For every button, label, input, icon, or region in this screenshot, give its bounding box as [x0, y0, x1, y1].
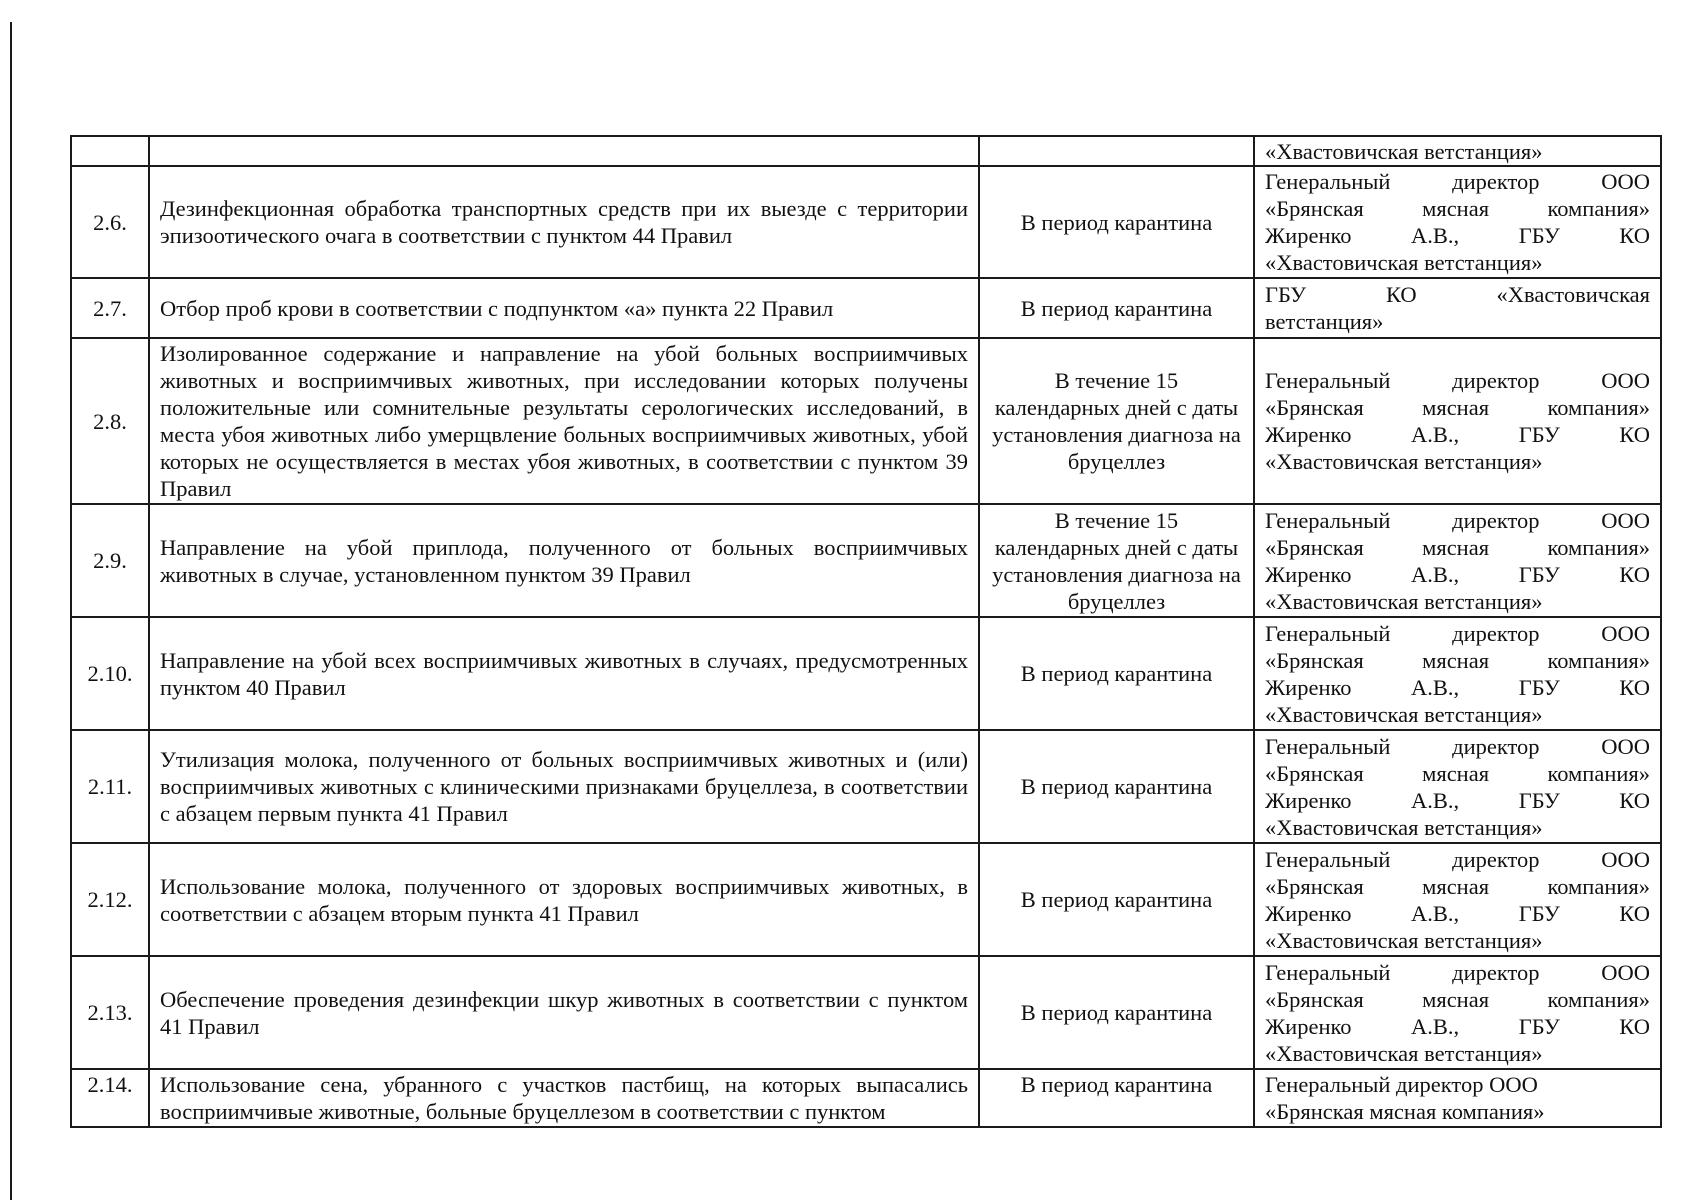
table-row [71, 617, 1661, 730]
responsible-line: Жиренко А.В., ГБУ КО [1265, 900, 1650, 926]
measure-term: В период карантина [979, 166, 1254, 278]
continuation-num-cell [71, 136, 149, 166]
responsible-line: ветстанция» [1265, 309, 1384, 334]
continuation-responsible-text: «Хвастовичская ветстанция» [1265, 139, 1543, 164]
responsible-line: Жиренко А.В., ГБУ КО [1265, 674, 1650, 700]
responsible-line: «Хвастовичская ветстанция» [1265, 1040, 1543, 1066]
table-row [71, 338, 1661, 504]
measure-responsible [1254, 956, 1661, 1069]
measure-term: В период карантина [979, 956, 1254, 1069]
responsible-line: «Хвастовичская ветстанция» [1265, 814, 1543, 840]
measure-term: В период карантина [979, 730, 1254, 843]
continuation-responsible-cell [1254, 136, 1661, 166]
responsible-line: Жиренко А.В., ГБУ КО [1265, 223, 1650, 248]
responsible-line: Жиренко А.В., ГБУ КО [1265, 561, 1650, 587]
responsible-line: «Брянская мясная компания» [1265, 986, 1650, 1012]
measure-responsible [1254, 843, 1661, 956]
row-number: 2.12. [71, 843, 149, 956]
responsible-line: «Брянская мясная компания» [1265, 1099, 1545, 1124]
measure-description: Направление на убой приплода, полученного от больных восприимчивых животных в случае, установленном пунктом 39 Правил [149, 504, 979, 617]
table-row [71, 504, 1661, 617]
row-number: 2.8. [71, 338, 149, 504]
continuation-term-cell [979, 136, 1254, 166]
responsible-line: Генеральный директор ООО [1265, 959, 1650, 985]
row-number: 2.14. [71, 1069, 149, 1127]
responsible-line: Жиренко А.В., ГБУ КО [1265, 1013, 1650, 1039]
row-number: 2.10. [71, 617, 149, 730]
measure-term: В период карантина [979, 278, 1254, 338]
measure-description: Изолированное содержание и направление на убой больных восприимчивых животных и восприимчивых животных, при исследовании которых получены положительные или сомнительные результаты серологических исследований, в места убоя животных либо умерщвление больных восприимчивых животных, убой которых не осуществляется в местах убоя животных, в соответствии с пунктом 39 Правил [149, 338, 979, 504]
measure-term: В период карантина [979, 617, 1254, 730]
measure-description: Дезинфекционная обработка транспортных средств при их выезде с территории эпизоотического очага в соответствии с пунктом 44 Правил [149, 166, 979, 278]
responsible-line: Генеральный директор ООО [1265, 846, 1650, 872]
table-row [71, 730, 1661, 843]
measures-table [70, 135, 1662, 1128]
responsible-line: «Брянская мясная компания» [1265, 534, 1650, 560]
measure-description: Использование сена, убранного с участков пастбищ, на которых выпасались восприимчивые животные, больные бруцеллезом в соответствии с пунктом [149, 1069, 979, 1127]
row-number: 2.13. [71, 956, 149, 1069]
measure-responsible [1254, 278, 1661, 338]
table-row [71, 956, 1661, 1069]
responsible-line: «Брянская мясная компания» [1265, 395, 1650, 420]
responsible-line: «Хвастовичская ветстанция» [1265, 701, 1543, 727]
row-number: 2.11. [71, 730, 149, 843]
measure-description: Направление на убой всех восприимчивых животных в случаях, предусмотренных пунктом 40 Правил [149, 617, 979, 730]
responsible-line: Генеральный директор ООО [1265, 368, 1650, 393]
table-row [71, 843, 1661, 956]
continuation-desc-cell [149, 136, 979, 166]
measure-description: Обеспечение проведения дезинфекции шкур животных в соответствии с пунктом 41 Правил [149, 956, 979, 1069]
measure-term: В период карантина [979, 1069, 1254, 1127]
page-margin-rule [10, 22, 12, 1200]
responsible-line: «Брянская мясная компания» [1265, 647, 1650, 673]
responsible-line: Генеральный директор ООО [1265, 507, 1650, 533]
responsible-line: ГБУ КО «Хвастовичская [1265, 282, 1650, 307]
measure-responsible [1254, 338, 1661, 504]
responsible-line: «Брянская мясная компания» [1265, 873, 1650, 899]
measure-term: В течение 15 календарных дней с даты установления диагноза на бруцеллез [979, 338, 1254, 504]
row-number: 2.6. [71, 166, 149, 278]
responsible-line: «Хвастовичская ветстанция» [1265, 250, 1543, 275]
table-row [71, 1069, 1661, 1127]
table-row [71, 166, 1661, 278]
responsible-line: «Брянская мясная компания» [1265, 760, 1650, 786]
measure-term: В период карантина [979, 843, 1254, 956]
responsible-line: «Хвастовичская ветстанция» [1265, 449, 1543, 474]
measure-responsible [1254, 504, 1661, 617]
responsible-line: Генеральный директор ООО [1265, 1072, 1538, 1097]
measure-responsible [1254, 617, 1661, 730]
measure-responsible [1254, 1069, 1661, 1127]
measure-term: В течение 15 календарных дней с даты установления диагноза на бруцеллез [979, 504, 1254, 617]
continuation-row [71, 136, 1661, 166]
responsible-line: «Брянская мясная компания» [1265, 196, 1650, 221]
measure-description: Отбор проб крови в соответствии с подпунктом «а» пункта 22 Правил [149, 278, 979, 338]
row-number: 2.9. [71, 504, 149, 617]
responsible-line: «Хвастовичская ветстанция» [1265, 927, 1543, 953]
table-row [71, 278, 1661, 338]
measure-description: Использование молока, полученного от здоровых восприимчивых животных, в соответствии с абзацем вторым пункта 41 Правил [149, 843, 979, 956]
responsible-line: «Хвастовичская ветстанция» [1265, 588, 1543, 614]
responsible-line: Генеральный директор ООО [1265, 733, 1650, 759]
measure-description: Утилизация молока, полученного от больных восприимчивых животных и (или) восприимчивых животных с клиническими признаками бруцеллеза, в соответствии с абзацем первым пункта 41 Правил [149, 730, 979, 843]
responsible-line: Жиренко А.В., ГБУ КО [1265, 787, 1650, 813]
row-number: 2.7. [71, 278, 149, 338]
responsible-line: Генеральный директор ООО [1265, 169, 1650, 194]
responsible-line: Жиренко А.В., ГБУ КО [1265, 422, 1650, 447]
responsible-line: Генеральный директор ООО [1265, 620, 1650, 646]
measure-responsible [1254, 730, 1661, 843]
measure-responsible [1254, 166, 1661, 278]
